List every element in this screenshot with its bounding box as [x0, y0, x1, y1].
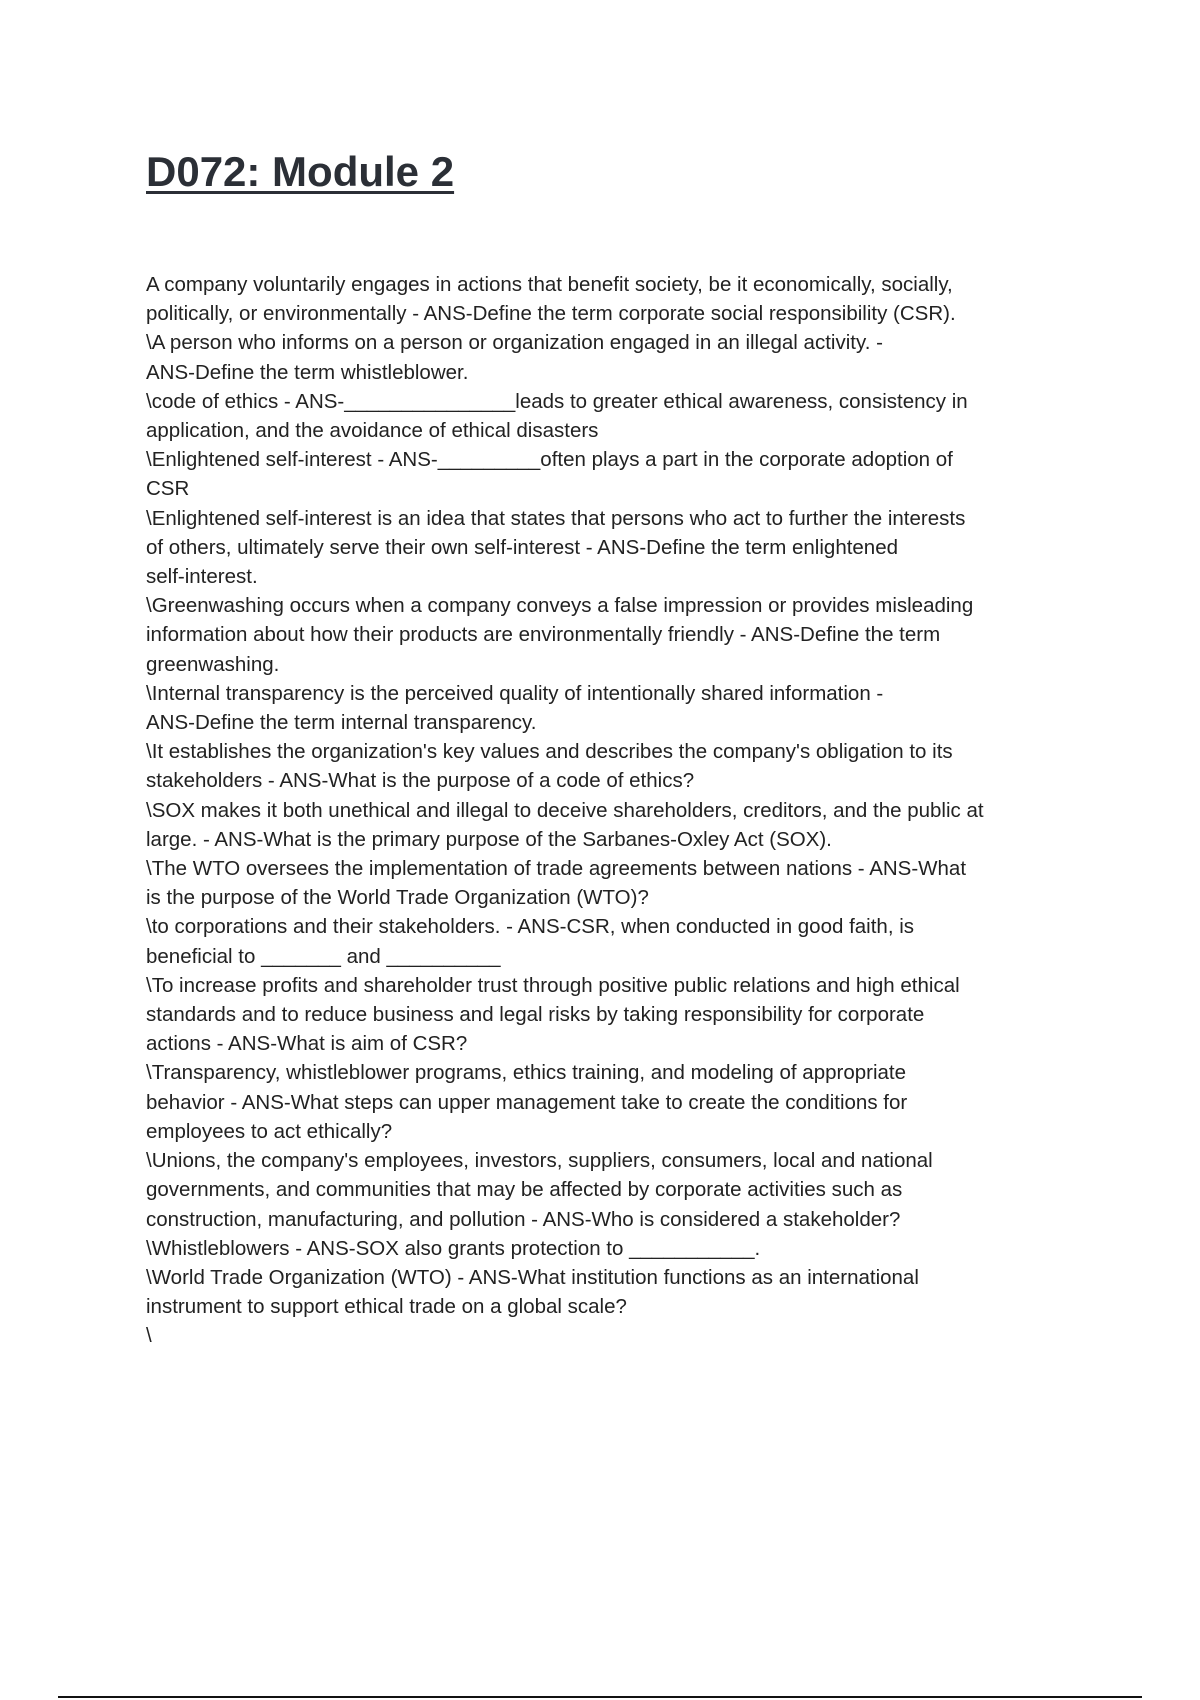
body-line: information about how their products are environmentally friendly - ANS-Define the term — [146, 623, 941, 647]
body-line: \Unions, the company's employees, investors, suppliers, consumers, local and national — [146, 1149, 933, 1173]
body-line: is the purpose of the World Trade Organization (WTO)? — [146, 886, 649, 910]
body-line: \Enlightened self-interest is an idea that states that persons who act to further the interests — [146, 506, 966, 530]
body-line: of others, ultimately serve their own self-interest - ANS-Define the term enlightened — [146, 535, 899, 559]
body-line: construction, manufacturing, and pollution - ANS-Who is considered a stakeholder? — [146, 1207, 901, 1231]
body-line: politically, or environmentally - ANS-Define the term corporate social responsibility (CSR). — [146, 302, 956, 326]
body-line: \Greenwashing occurs when a company conveys a false impression or provides misleading — [146, 594, 974, 618]
body-line: actions - ANS-What is aim of CSR? — [146, 1032, 468, 1056]
document-title: D072: Module 2 — [146, 148, 455, 195]
body-line: \to corporations and their stakeholders. - ANS-CSR, when conducted in good faith, is — [146, 915, 915, 939]
document-body — [146, 270, 1066, 1351]
body-line: self-interest. — [146, 565, 258, 589]
body-line: \It establishes the organization's key values and describes the company's obligation to its — [146, 740, 953, 764]
body-line: \ — [146, 1324, 152, 1348]
body-line: \The WTO oversees the implementation of trade agreements between nations - ANS-What — [146, 857, 967, 881]
body-line: ANS-Define the term internal transparency. — [146, 711, 537, 735]
body-line: A company voluntarily engages in actions that benefit society, be it economically, socially, — [146, 273, 953, 296]
body-line: \To increase profits and shareholder trust through positive public relations and high ethical — [146, 973, 960, 997]
body-line: \A person who informs on a person or organization engaged in an illegal activity. - — [146, 331, 883, 355]
body-line: large. - ANS-What is the primary purpose of the Sarbanes-Oxley Act (SOX). — [146, 827, 832, 851]
body-line: behavior - ANS-What steps can upper management take to create the conditions for — [146, 1090, 908, 1114]
body-line: application, and the avoidance of ethical disasters — [146, 419, 599, 443]
body-line: ANS-Define the term whistleblower. — [146, 360, 469, 384]
body-line: \Enlightened self-interest - ANS-_________often plays a part in the corporate adoption of — [146, 448, 953, 472]
body-line: instrument to support ethical trade on a global scale? — [146, 1295, 627, 1319]
body-line: \Internal transparency is the perceived quality of intentionally shared information - — [146, 681, 884, 705]
body-line: \SOX makes it both unethical and illegal to deceive shareholders, creditors, and the public at — [146, 798, 984, 822]
body-line: stakeholders - ANS-What is the purpose of a code of ethics? — [146, 769, 695, 793]
footer-divider — [58, 1696, 1142, 1698]
body-line: \code of ethics - ANS-_______________leads to greater ethical awareness, consistency in — [146, 389, 968, 413]
body-line: employees to act ethically? — [146, 1119, 393, 1143]
body-line: CSR — [146, 477, 190, 501]
body-line: \Whistleblowers - ANS-SOX also grants protection to ___________. — [146, 1236, 761, 1260]
body-line: greenwashing. — [146, 652, 280, 676]
body-line: governments, and communities that may be affected by corporate activities such as — [146, 1178, 903, 1202]
body-line: beneficial to _______ and __________ — [146, 944, 501, 968]
body-line: \World Trade Organization (WTO) - ANS-What institution functions as an international — [146, 1265, 919, 1289]
body-line: \Transparency, whistleblower programs, ethics training, and modeling of appropriate — [146, 1061, 907, 1085]
body-line: standards and to reduce business and legal risks by taking responsibility for corporate — [146, 1003, 925, 1027]
